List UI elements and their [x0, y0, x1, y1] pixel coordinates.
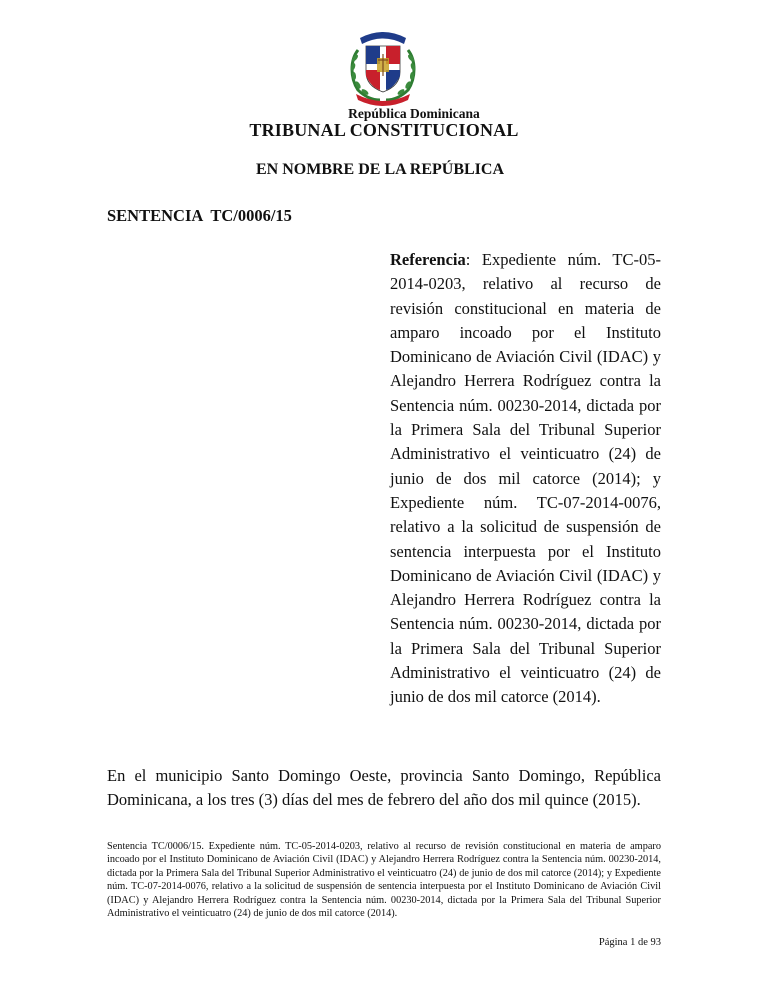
coat-of-arms-icon	[344, 20, 422, 106]
reference-label: Referencia	[390, 250, 466, 269]
country-name: República Dominicana	[348, 106, 480, 121]
footer-note: Sentencia TC/0006/15. Expediente núm. TC-05-2014-0203, relativo al recurso de revisión constitucional en materia de amparo incoado por el Instituto Dominicano de Aviación Civil (IDAC) y Alejandro Herrera Rodríguez contra la Sentencia núm. 00230-2014, dictada por la Primera Sala del Tribunal Superior Administrativo el veinticuatro (24) de junio de dos mil catorce (2014); y Expediente núm. TC-07-2014-0076, relativo a la solicitud de suspensión de sentencia interpuesta por el Instituto Dominicano de Aviación Civil (IDAC) y Alejandro Herrera Rodríguez contra la Sentencia núm. 00230-2014, dictada por la Primera Sala del Tribunal Superior Administrativo el veinticuatro (24) de junio de dos mil catorce (2014).	[107, 841, 661, 920]
sentence-title: SENTENCIA TC/0006/15	[107, 206, 292, 225]
intro-paragraph: En el municipio Santo Domingo Oeste, provincia Santo Domingo, República Dominicana, a los tres (3) días del mes de febrero del año dos mil quince (2015).	[107, 766, 661, 809]
reference-text: : Expediente núm. TC-05-2014-0203, relativo al recurso de revisión constitucional en materia de amparo incoado por el Instituto Dominicano de Aviación Civil (IDAC) y Alejandro Herrera Rodríguez contra la Sentencia núm. 00230-2014, dictada por la Primera Sala del Tribunal Superior Administrativo el veinticuatro (24) de junio de dos mil catorce (2014); y Expediente núm. TC-07-2014-0076, relativo a la solicitud de suspensión de sentencia interpuesta por el Instituto Dominicano de Aviación Civil (IDAC) y Alejandro Herrera Rodríguez contra la Sentencia núm. 00230-2014, dictada por la Primera Sala del Tribunal Superior Administrativo el veinticuatro (24) de junio de dos mil catorce (2014).	[390, 250, 661, 707]
page-number: Página 1 de 93	[598, 937, 661, 948]
reference-block	[390, 248, 661, 710]
formula-heading: EN NOMBRE DE LA REPÚBLICA	[255, 161, 505, 178]
institution-title: TRIBUNAL CONSTITUCIONAL	[249, 120, 519, 140]
